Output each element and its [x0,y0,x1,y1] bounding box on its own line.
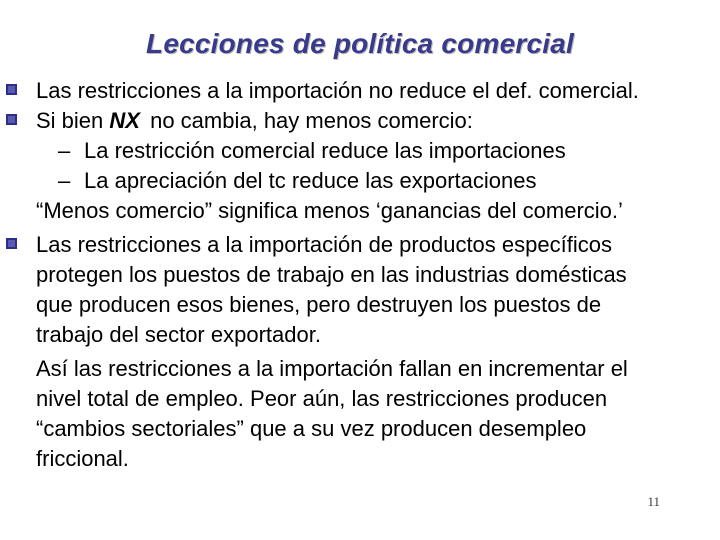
note-text: “Menos comercio” significa menos ‘ganancias del comercio.’ [36,198,623,223]
bullet-item-1 [6,76,718,106]
slide-title: Lecciones de política comercial [146,28,574,59]
square-bullet-icon [6,84,17,95]
sub-item [6,166,718,196]
nx-variable: NX [109,108,140,133]
bullet-continuation [6,260,718,290]
bullet-text-line: que producen esos bienes, pero destruyen los puestos de [36,292,602,317]
paragraph-text: friccional. [36,446,129,471]
bullet-text-line: Las restricciones a la importación de productos específicos [36,232,612,257]
bullet-text-line: protegen los puestos de trabajo en las industrias domésticas [36,262,627,287]
paragraph-line [6,414,718,444]
paragraph-text: Así las restricciones a la importación fallan en incrementar el [36,356,628,381]
paragraph-line [6,444,718,474]
square-bullet-icon [6,114,17,125]
page-number: 11 [647,494,660,509]
sub-item-text: La apreciación del tc reduce las exportaciones [84,168,537,193]
bullet-continuation [6,290,718,320]
bullet-text-suffix: no cambia, hay menos comercio: [150,108,473,133]
paragraph-text: “cambios sectoriales” que a su vez producen desempleo [36,416,587,441]
bullet-item-3 [6,230,718,260]
dash-marker: – [58,168,71,193]
bullet-continuation [6,320,718,350]
bullet-text-line: trabajo del sector exportador. [36,322,321,347]
paragraph-text: nivel total de empleo. Peor aún, las restricciones producen [36,386,608,411]
bullet-item-2 [6,106,718,136]
square-bullet-icon [6,238,17,249]
slide-body [6,76,718,474]
bullet-text-prefix: Si bien [36,108,104,133]
dash-marker: – [58,138,71,163]
bullet-note [6,196,718,226]
paragraph-line [6,354,718,384]
bullet-text: Las restricciones a la importación no reduce el def. comercial. [36,78,639,103]
sub-item [6,136,718,166]
sub-item-text: La restricción comercial reduce las importaciones [84,138,566,163]
paragraph-line [6,384,718,414]
